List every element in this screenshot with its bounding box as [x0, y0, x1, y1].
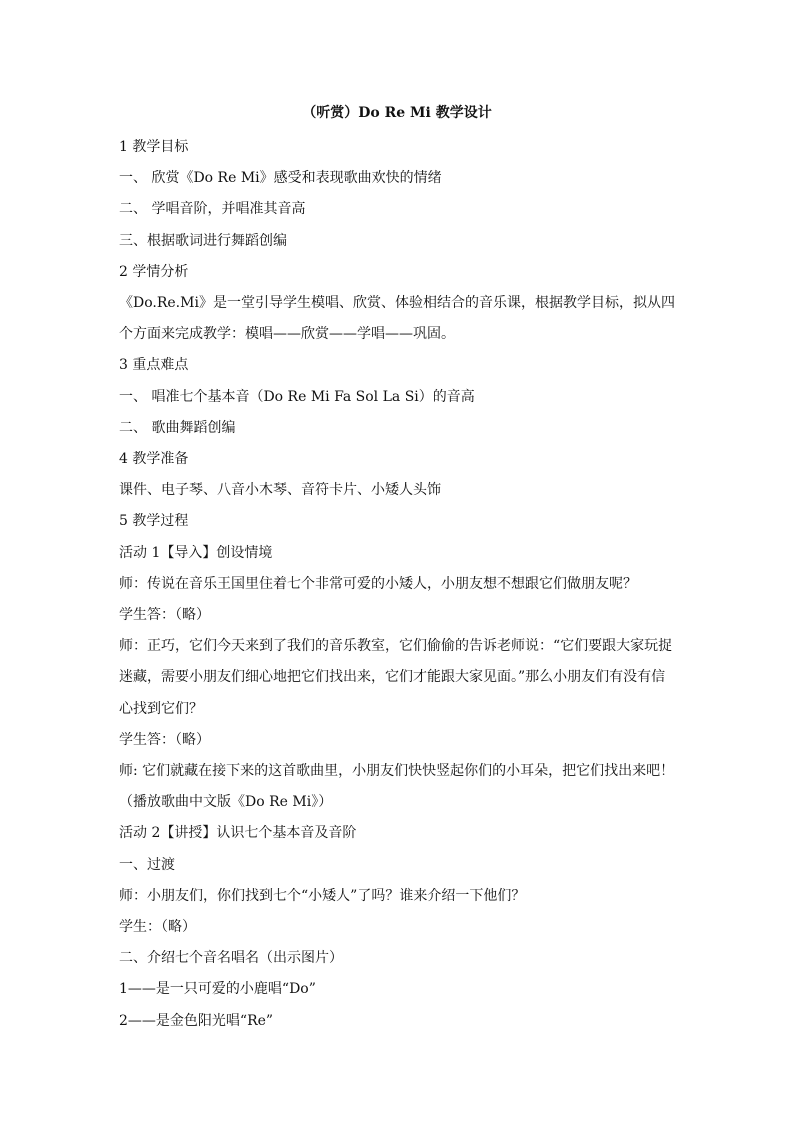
section-heading-analysis: 2 学情分析 [119, 263, 189, 280]
teacher-line: 师：传说在音乐王国里住着七个非常可爱的小矮人，小朋友想不想跟它们做朋友呢？ [119, 575, 637, 592]
step-heading: 一、过渡 [119, 856, 175, 873]
analysis-paragraph: 《Do.Re.Mi》是一堂引导学生模唱、欣赏、体验相结合的音乐课，根据教学目标，拟从四个方面来完成教学：模唱——欣赏——学唱——巩固。 [119, 295, 675, 343]
section-heading-process: 5 教学过程 [119, 513, 189, 530]
student-line: 学生答：（略） [119, 731, 210, 748]
stage-note: （播放歌曲中文版《Do Re Mi》） [119, 794, 333, 811]
teacher-line: 师：小朋友们，你们找到七个“小矮人”了吗？谁来介绍一下他们？ [119, 887, 526, 904]
preparation-list: 课件、电子琴、八音小木琴、音符卡片、小矮人头饰 [119, 482, 441, 499]
teacher-line: 师: 它们就藏在接下来的这首歌曲里，小朋友们快快竖起你们的小耳朵，把它们找出来吧！ [119, 763, 675, 780]
document-title: （听赏）Do Re Mi 教学设计 [302, 105, 492, 121]
activity-heading: 活动 1【导入】创设情境 [119, 544, 273, 561]
section-heading-objectives: 1 教学目标 [119, 139, 189, 155]
student-line: 学生答：（略） [119, 607, 210, 624]
note-item: 1——是一只可爱的小鹿唱“Do” [119, 981, 316, 998]
key-point-item: 二、 歌曲舞蹈创编 [119, 419, 236, 436]
step-heading: 二、介绍七个音名唱名（出示图片） [119, 950, 343, 967]
activity-heading: 活动 2【讲授】认识七个基本音及音阶 [119, 825, 357, 842]
key-point-item: 一、 唱准七个基本音（Do Re Mi Fa Sol La Si）的音高 [119, 388, 475, 405]
teacher-line: 师：正巧，它们今天来到了我们的音乐教室，它们偷偷的告诉老师说：“它们要跟大家玩捉迷藏，需要小朋友们细心地把它们找出来，它们才能跟大家见面。”那么小朋友们有没有信心找到它们？ [119, 638, 673, 717]
objective-item: 二、 学唱音阶，并唱准其音高 [119, 201, 306, 218]
objective-item: 三、根据歌词进行舞蹈创编 [119, 232, 287, 249]
section-heading-key-points: 3 重点难点 [119, 357, 189, 374]
objective-item: 一、 欣赏《Do Re Mi》感受和表现歌曲欢快的情绪 [119, 170, 442, 187]
document-body [119, 132, 679, 1037]
note-item: 2——是金色阳光唱“Re” [119, 1012, 274, 1029]
section-heading-preparation: 4 教学准备 [119, 451, 189, 468]
student-line: 学生：（略） [119, 919, 196, 936]
